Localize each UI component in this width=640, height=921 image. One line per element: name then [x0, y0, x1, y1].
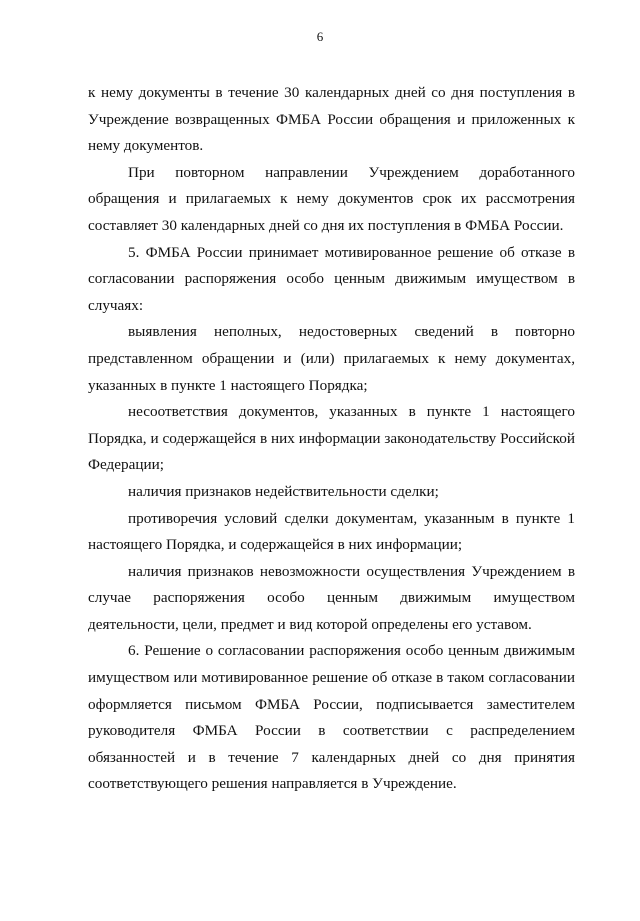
paragraph-case-incomplete-info: выявления неполных, недостоверных сведений в повторно представленном обращении и (или) прилагаемых к нему документах, указанных в пункте 1 настоящего Порядка;	[88, 323, 575, 394]
paragraph-item-5: 5. ФМБА России принимает мотивированное решение об отказе в согласовании распоряжения особо ценным движимым имуществом в случаях:	[88, 243, 575, 314]
paragraph-case-impossibility: наличия признаков невозможности осуществления Учреждением в случае распоряжения особо ценным движимым имуществом деятельности, цели, предмет и вид которой определены его уставом.	[88, 562, 575, 633]
paragraph-resubmission-term: При повторном направлении Учреждением доработанного обращения и прилагаемых к нему документов срок их рассмотрения составляет 30 календарных дней со дня их поступления в ФМБА России.	[88, 163, 575, 234]
paragraph-case-invalidity: наличия признаков недействительности сделки;	[128, 482, 439, 500]
paragraph-case-nonconformity: несоответствия документов, указанных в пункте 1 настоящего Порядка, и содержащейся в них информации законодательству Российской Федерации;	[88, 403, 575, 474]
page-number: 6	[316, 29, 324, 44]
document-body	[88, 80, 575, 798]
paragraph-continuation: к нему документы в течение 30 календарных дней со дня поступления в Учреждение возвращенных ФМБА России обращения и приложенных к нему документов.	[88, 84, 575, 155]
paragraph-item-6: 6. Решение о согласовании распоряжения особо ценным движимым имуществом или мотивированное решение об отказе в таком согласовании оформляется письмом ФМБА России, подписывается заместителем руководителя ФМБА России в соответствии с распределением обязанностей и в течение 7 календарных дней со дня принятия соответствующего решения направляется в Учреждение.	[88, 642, 575, 793]
paragraph-case-contradiction: противоречия условий сделки документам, указанным в пункте 1 настоящего Порядка, и содержащейся в них информации;	[88, 509, 575, 554]
